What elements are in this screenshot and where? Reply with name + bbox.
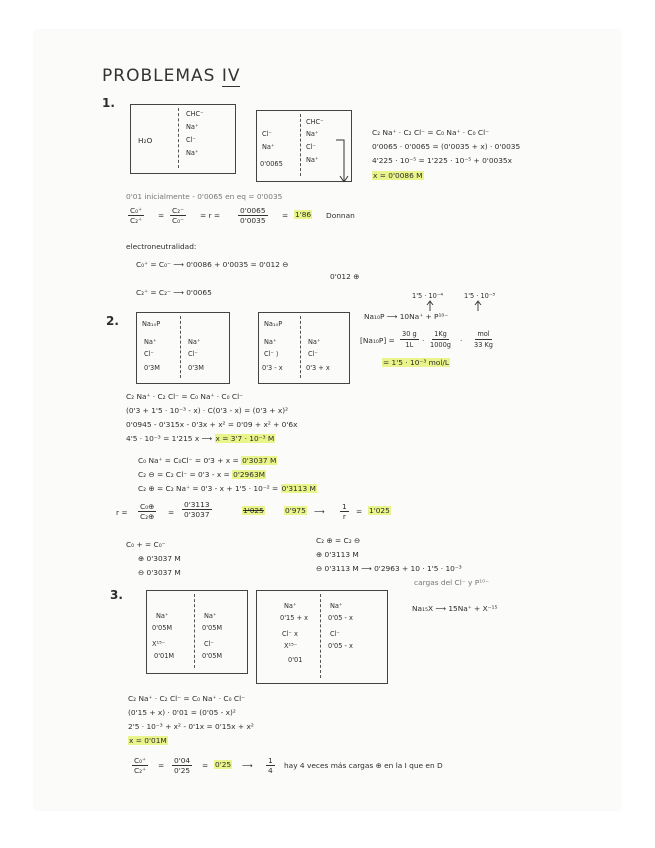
p1-membrane-b (300, 114, 301, 176)
p1-ratio-eq: = (282, 211, 289, 220)
p2-conc-f3-n: mol (477, 330, 490, 338)
p1-b-l0: Cl⁻ (262, 130, 272, 138)
p2-conc-f1-n: 30 g (402, 330, 417, 338)
p2-r-f1-d: C₂⊕ (140, 512, 155, 521)
p2-c3 (138, 484, 317, 493)
p1-ratio-f1-den: C₂⁺ (130, 216, 143, 225)
p3-l2: (0'15 + x) · 0'01 = (0'05 - x)² (128, 708, 236, 717)
p3-r-inv (266, 756, 275, 776)
p3-r-f2-n: 0'04 (174, 756, 191, 765)
p3-l4-wrap (128, 736, 168, 745)
p3-b-r1: 0'05 - x (328, 614, 353, 622)
p2-diss: Na₁₀P ⟶ 10Na⁺ + P¹⁰⁻ (364, 312, 449, 321)
p3-b-r0: Na⁺ (330, 602, 343, 610)
p1-ratio-result: 1'86 (295, 210, 312, 219)
p1-ratio-result-wrap (294, 210, 312, 219)
p1-a-r3: Na⁺ (186, 149, 199, 157)
p2-conc-f1-d: 1L (405, 341, 414, 349)
p2-r-bad-wrap (242, 506, 265, 515)
p2-en-l3: ⊖ 0'3037 M (138, 568, 181, 577)
p2-conc-f3 (474, 330, 493, 350)
p2-l4a: 4'5 · 10⁻³ = 1'215 x ⟶ (126, 434, 213, 443)
p2-l1: C₂ Na⁺ · C₂ Cl⁻ = C₀ Na⁺ · C₀ Cl⁻ (126, 392, 244, 401)
p3-membrane-b (320, 594, 321, 678)
problem-3-number: 3. (110, 588, 123, 602)
p2-a-r1: Cl⁻ (188, 350, 198, 358)
p1-eq4: x = 0'0086 M (373, 171, 423, 180)
title-roman: IV (221, 66, 241, 86)
p2-c3a: C₂ ⊕ = C₂ Na⁺ = 0'3 - x + 1'5 · 10⁻² = (138, 484, 279, 493)
p2-membrane-b (300, 316, 301, 378)
p2-a-l0: Na₁₀P (142, 320, 161, 328)
p1-a-r0: CHC⁻ (186, 110, 204, 118)
p2-c3b: 0'3113 M (281, 484, 316, 493)
p3-r-inv-n: 1 (268, 756, 273, 765)
p3-b-l2: Cl⁻ x (282, 630, 298, 638)
p1-a-r1: Na⁺ (186, 123, 199, 131)
p2-membrane-a (180, 316, 181, 378)
p3-a-l3: 0'01M (154, 652, 175, 660)
p1-b-r2: Cl⁻ (306, 143, 316, 151)
p2-r-res: 1'025 (369, 506, 390, 515)
p3-r-eq1: = (158, 761, 165, 770)
p1-ratio-f2 (170, 206, 186, 226)
p3-b-l3: X¹⁵⁻ (284, 642, 298, 650)
p2-en-r1: C₂ ⊕ = C₂ ⊖ (316, 536, 361, 545)
p2-b-r0: Na⁺ (308, 338, 321, 346)
p2-r-inv-n: 1 (342, 502, 347, 511)
p3-r-f1 (132, 756, 148, 776)
p1-eq3: 4'225 · 10⁻⁵ = 1'225 · 10⁻⁵ + 0'0035x (372, 156, 513, 165)
p3-r-f2-d: 0'25 (174, 766, 191, 775)
p3-r-f1-n: C₀⁺ (134, 756, 147, 765)
p3-l1: C₂ Na⁺ · C₂ Cl⁻ = C₀ Na⁺ · C₀ Cl⁻ (128, 694, 246, 703)
p2-c1b: 0'3037 M (242, 456, 277, 465)
p1-b-l1: Na⁺ (262, 143, 275, 151)
p3-b-l4: 0'01 (288, 656, 303, 664)
p2-conc-f2-n: 1Kg (434, 330, 447, 338)
p2-r-arrow: ⟶ (314, 507, 325, 516)
p2-r-inv (340, 502, 349, 522)
p1-eq2: 0'0065 · 0'0065 = (0'0035 + x) · 0'0035 (372, 142, 521, 151)
p3-l4: x = 0'01M (129, 736, 167, 745)
p3-r-f1-d: C₂⁺ (134, 766, 147, 775)
p2-c2a: C₂ ⊖ = C₂ Cl⁻ = 0'3 - x = (138, 470, 230, 479)
page-title (102, 66, 240, 86)
p3-diss: Na₁₅X ⟶ 15Na⁺ + X⁻¹⁵ (412, 604, 498, 613)
p1-eq4-wrap (372, 171, 424, 180)
p2-c1a: C₀ Na⁺ = C₀Cl⁻ = 0'3 + x = (138, 456, 239, 465)
p2-r-f2-d: 0'3037 (184, 510, 210, 519)
p2-r-f1-n: C₀⊕ (140, 502, 155, 511)
p3-r-f2 (172, 756, 192, 776)
p2-r-inv-d: r (342, 512, 346, 521)
p2-r-lhs: r = (116, 508, 128, 517)
p3-b-r3: 0'05 - x (328, 642, 353, 650)
p2-c1 (138, 456, 277, 465)
p2-a-l1: Na⁺ (144, 338, 157, 346)
p2-r-f2 (182, 500, 212, 520)
p2-en-r2: ⊕ 0'3113 M (316, 550, 359, 559)
p2-b-l0: Na₁₀P (264, 320, 283, 328)
p3-membrane-a (194, 594, 195, 668)
p1-ratio-f2-num: C₂⁻ (172, 206, 185, 215)
p3-r-val-wrap (214, 760, 232, 769)
p2-conc-f1 (400, 330, 419, 350)
p1-ratio-f3-den: 0'0035 (240, 216, 266, 225)
p2-l2: (0'3 + 1'5 · 10⁻³ - x) · C(0'3 - x) = (0'3 + x)² (126, 406, 289, 415)
p2-r-eq1: = (168, 508, 175, 517)
p2-a-l2: Cl⁻ (144, 350, 154, 358)
p3-r-arrow: ⟶ (242, 761, 253, 770)
p2-conc-f3-d: 33 Kg (474, 341, 493, 349)
p1-r-label: = r = (200, 211, 221, 220)
p1-ratio-word: Donnan (326, 211, 355, 220)
p1-electro: electroneutralidad: (126, 242, 197, 251)
p2-c2 (138, 470, 266, 479)
p2-b-r2: 0'3 + x (306, 364, 330, 372)
p3-a-r1: 0'05M (202, 624, 223, 632)
p1-note: 0'01 inicialmente - 0'0065 en eq = 0'0035 (126, 192, 283, 201)
title-text: PROBLEMAS (102, 66, 216, 86)
p1-a-left: H₂O (138, 136, 153, 145)
p3-r-text: hay 4 veces más cargas ⊕ en la I que en D (284, 761, 443, 770)
p2-en-r3: ⊖ 0'3113 M ⟶ 0'2963 + 10 · 1'5 · 10⁻³ (316, 564, 462, 573)
p2-diss-top-b: 1'5 · 10⁻³ (464, 292, 496, 300)
p1-membrane-a (178, 108, 179, 168)
p2-a-r2: 0'3M (188, 364, 204, 372)
p2-en-l1: C₀ + = C₀⁻ (126, 540, 166, 549)
p2-conc-f2-d: 1000g (430, 341, 451, 349)
p3-l3: 2'5 · 10⁻³ + x² - 0'1x = 0'15x + x² (128, 722, 254, 731)
p2-r-f2-n: 0'3113 (184, 500, 210, 509)
p2-en-r4: cargas del Cl⁻ y P¹⁰⁻ (414, 578, 490, 587)
p1-en2: C₂⁺ = C₂⁻ ⟶ 0'0065 (136, 288, 212, 297)
p3-r-eq2: = (202, 761, 209, 770)
p1-ratio-f1-num: C₀⁺ (130, 206, 143, 215)
p1-ratio-f3 (238, 206, 268, 226)
p3-a-r0: Na⁺ (204, 612, 217, 620)
p2-r-res-wrap (368, 506, 391, 515)
p2-up-arrows (426, 300, 486, 312)
p2-r-f1 (138, 502, 156, 522)
p3-r-val: 0'25 (215, 760, 232, 769)
problem-1-number: 1. (102, 96, 115, 110)
p1-b-l2: 0'0065 (260, 160, 283, 168)
p3-b-l1: 0'15 + x (280, 614, 309, 622)
p1-bracket-arrow (334, 138, 356, 186)
p2-l4 (126, 434, 275, 443)
p2-dot-2: · (460, 336, 463, 345)
p1-en1: C₀⁺ = C₀⁻ ⟶ 0'0086 + 0'0035 = 0'012 ⊖ (136, 260, 289, 269)
p2-b-l3: 0'3 - x (262, 364, 283, 372)
p2-a-l3: 0'3M (144, 364, 160, 372)
p2-conc-res: = 1'5 · 10⁻³ mol/L (383, 358, 450, 367)
p3-b-l0: Na⁺ (284, 602, 297, 610)
p2-r-eq2: = (356, 507, 363, 516)
p2-l3: 0'0945 - 0'315x - 0'3x + x² = 0'09 + x² + 0'6x (126, 420, 298, 429)
p2-a-r0: Na⁺ (188, 338, 201, 346)
p2-conc-f2 (430, 330, 451, 350)
p2-conc-res-wrap (382, 358, 450, 367)
p2-b-l1: Na⁺ (264, 338, 277, 346)
p1-a-r2: Cl⁻ (186, 136, 196, 144)
p2-r-val-wrap (284, 506, 307, 515)
p2-l4b: x = 3'7 · 10⁻³ M (215, 434, 275, 443)
p2-r-val: 0'975 (285, 506, 306, 515)
p3-a-l1: 0'05M (152, 624, 173, 632)
p1-en1b: 0'012 ⊕ (330, 272, 360, 281)
p2-conc-lhs: [Na₁₀P] = (360, 336, 395, 345)
p1-ratio-f1 (128, 206, 144, 226)
p2-en-l2: ⊕ 0'3037 M (138, 554, 181, 563)
p2-b-r1: Cl⁻ (308, 350, 318, 358)
p3-a-r3: 0'05M (202, 652, 223, 660)
p1-b-r0: CHC⁻ (306, 118, 324, 126)
notebook-page (34, 30, 620, 810)
p1-ratio-f3-num: 0'0065 (240, 206, 266, 215)
p2-c2b: 0'2963M (233, 470, 266, 479)
p3-a-l2: X¹⁵⁻ (152, 640, 166, 648)
problem-2-number: 2. (106, 314, 119, 328)
p1-b-r1: Na⁺ (306, 130, 319, 138)
p3-membrane-box-b (256, 590, 388, 684)
p3-a-r2: Cl⁻ (204, 640, 214, 648)
p3-a-l0: Na⁺ (156, 612, 169, 620)
p2-r-bad: 1'025 (243, 506, 264, 515)
p2-b-l2: Cl⁻ ⟩ (264, 350, 279, 358)
p2-dot-1: · (422, 336, 425, 345)
p1-ratio-f2-den: C₀⁻ (172, 216, 185, 225)
p3-membrane-box-a (146, 590, 248, 674)
p3-r-inv-d: 4 (268, 766, 273, 775)
p1-b-r3: Na⁺ (306, 156, 319, 164)
p3-b-r2: Cl⁻ (330, 630, 340, 638)
p2-diss-top-a: 1'5 · 10⁻⁴ (412, 292, 444, 300)
p1-eq-sign: = (158, 211, 165, 220)
p1-eq1: C₂ Na⁺ · C₂ Cl⁻ = C₀ Na⁺ · C₀ Cl⁻ (372, 128, 490, 137)
